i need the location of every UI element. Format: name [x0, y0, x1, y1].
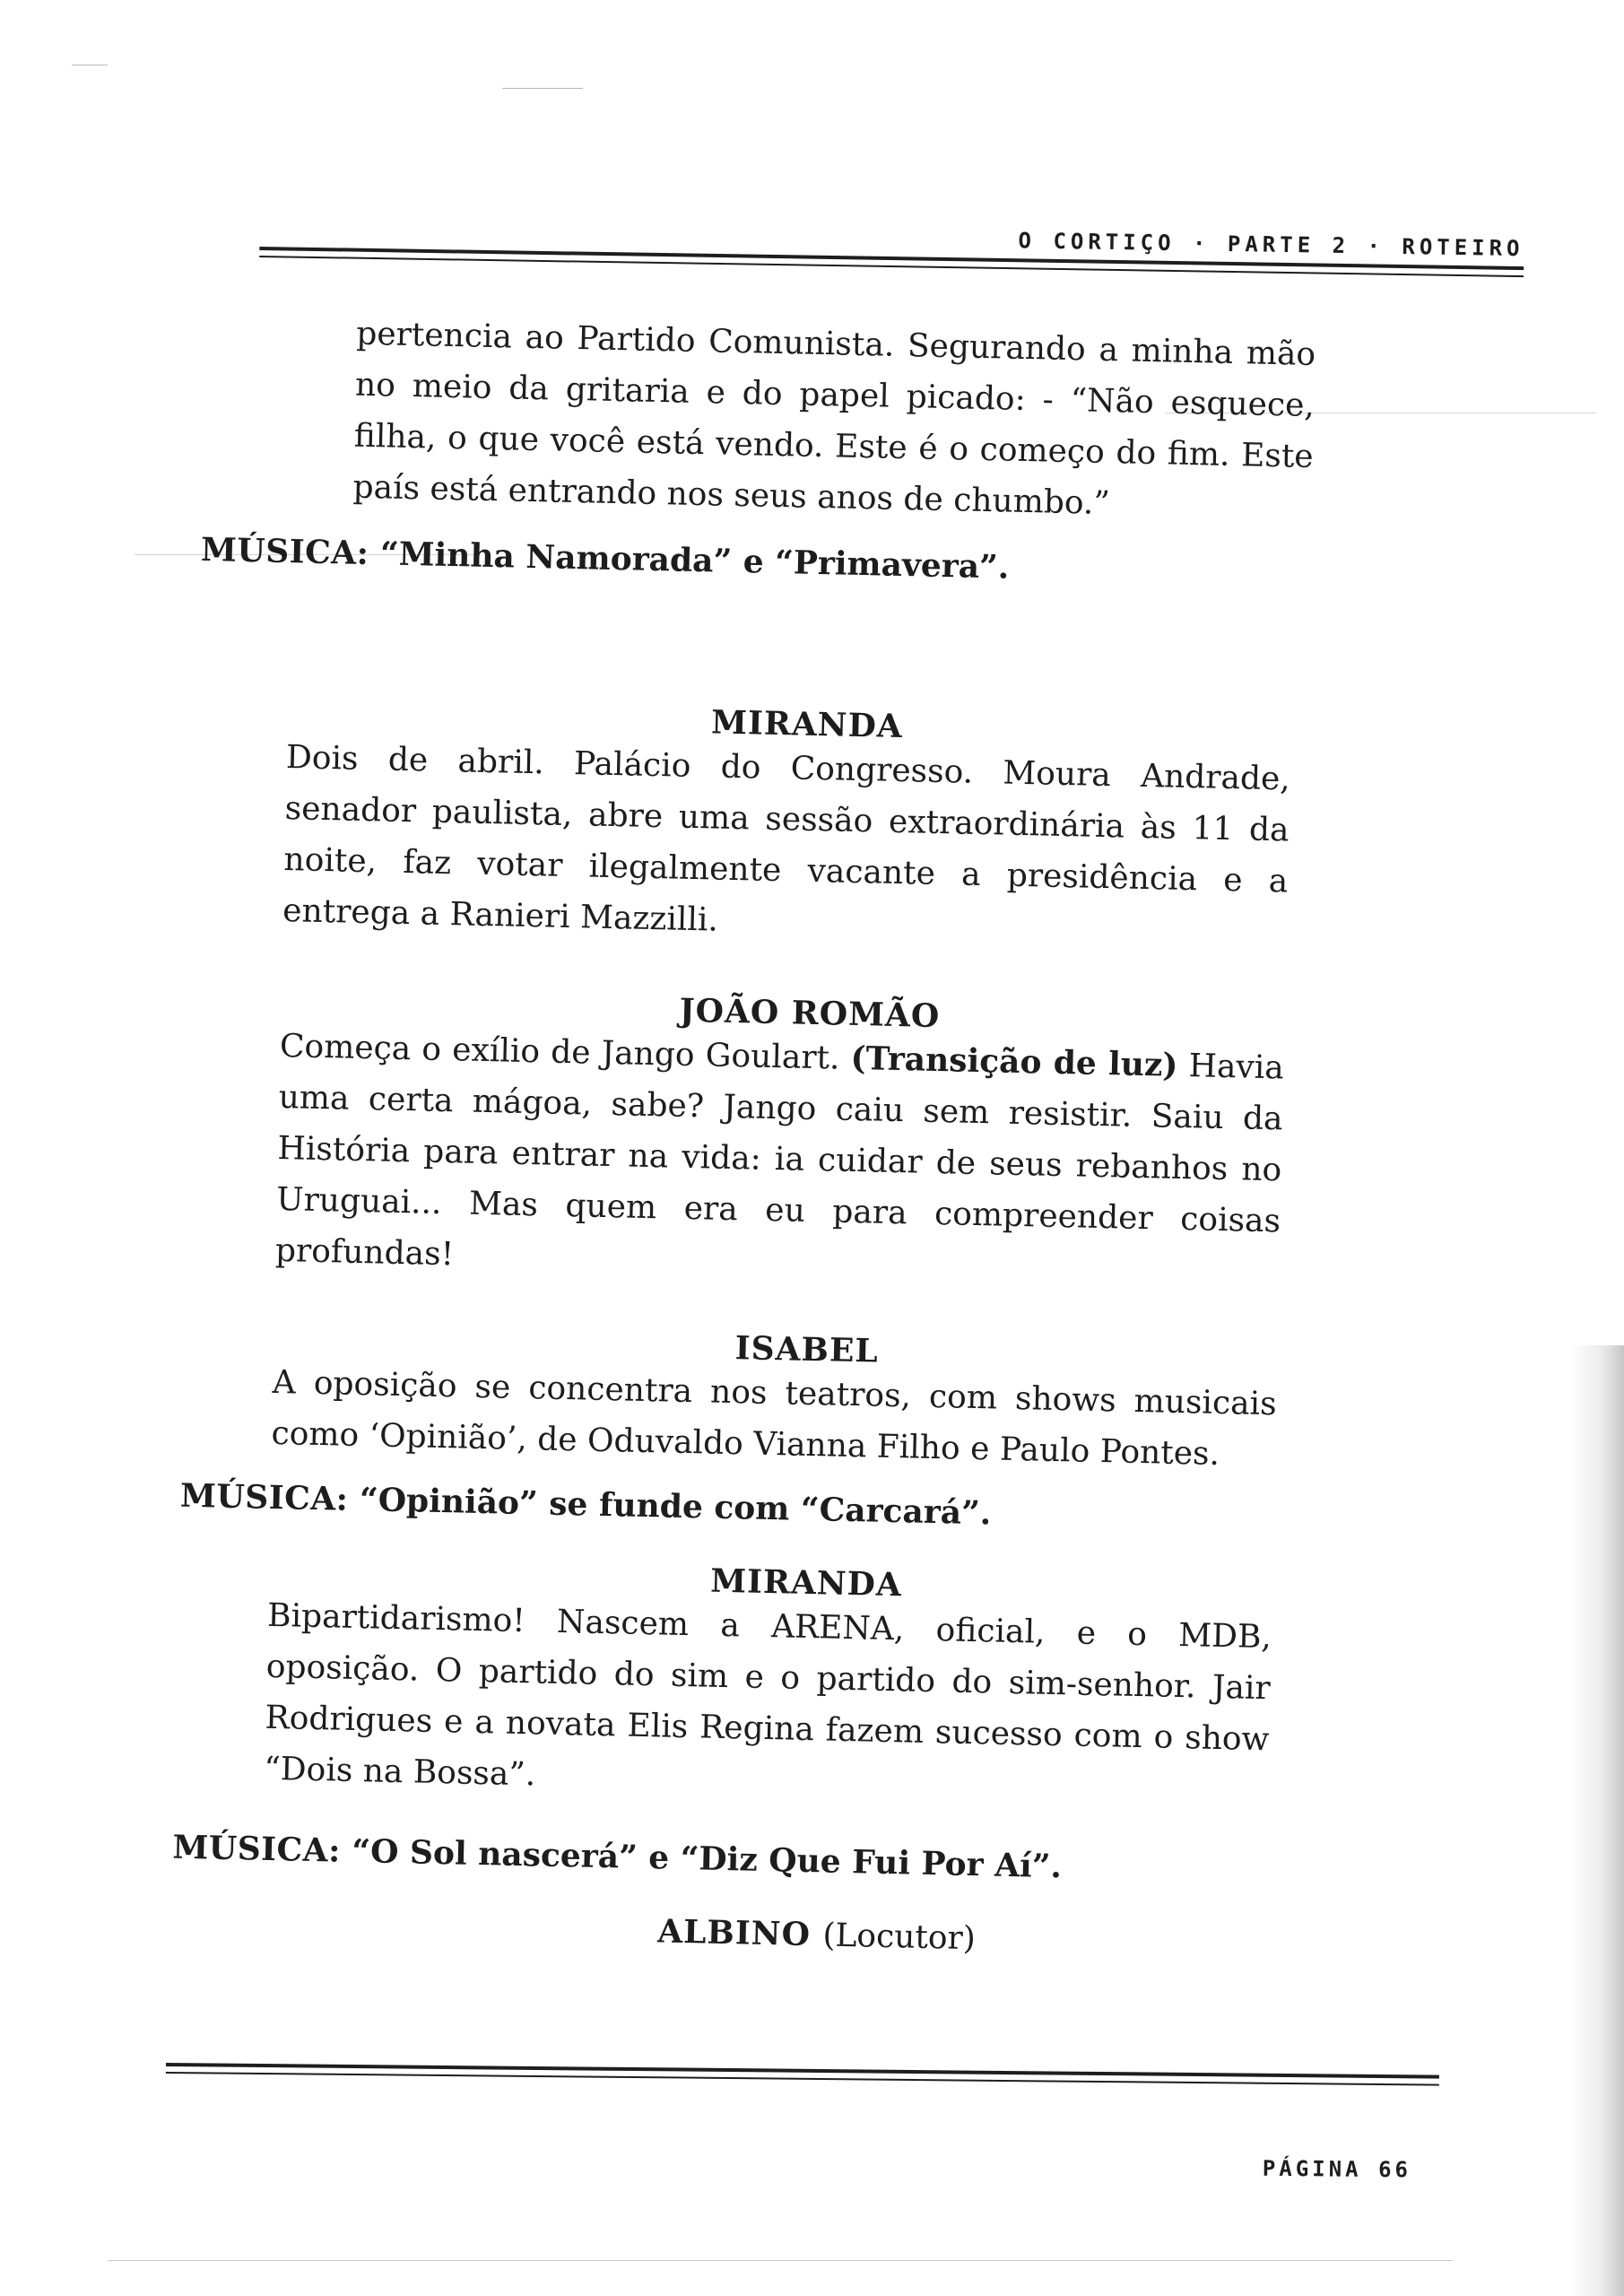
- dialogue-text: A oposição se concentra nos teatros, com shows musicais como ‘Opinião’, de Oduvaldo Vianna Filho e Paulo Pontes.: [271, 1363, 1277, 1473]
- dialogue-text: [274, 1021, 1284, 1298]
- music-cue: [172, 1829, 1285, 1891]
- speaker-name: JOÃO ROMÃO: [679, 991, 941, 1036]
- stage-direction: (Transição de luz): [850, 1039, 1178, 1084]
- page-footer: [165, 2063, 1439, 2201]
- running-head: O CORTIÇO · PARTE 2 · ROTEIRO: [1018, 228, 1524, 262]
- music-cue-label: MÚSICA:: [172, 1828, 342, 1870]
- speaker-name: MIRANDA: [710, 703, 904, 746]
- music-cue-text: “O Sol nascerá” e “Diz Que Fui Por Aí”.: [351, 1831, 1063, 1886]
- dialogue-text-part: Começa o exílio de Jango Goulart.: [279, 1027, 840, 1077]
- music-cue: [180, 1477, 1293, 1539]
- speaker-line: [170, 1902, 1283, 1964]
- music-cue-label: MÚSICA:: [200, 530, 369, 573]
- dialogue-continuation: pertencia ao Partido Comunista. Segurando a minha mão no meio da gritaria e do papel picado: - “Não esquece, filha, o que você está vendo. Este é o começo do fim. Este país está entrando nos seus anos de chumbo.”: [352, 315, 1316, 523]
- dialogue-text-part: Havia uma certa mágoa, sabe? Jango caiu sem resistir. Saiu da História para entrar na vida: ia cuidar de seus rebanhos no Uruguai... Mas quem era eu para compreender coisas profundas!: [274, 1048, 1285, 1274]
- footer-rule-thick: [166, 2063, 1439, 2079]
- speaker-name: ISABEL: [734, 1329, 880, 1370]
- speaker-name: MIRANDA: [709, 1561, 903, 1605]
- dialogue-text: Dois de abril. Palácio do Congresso. Moura Andrade, senador paulista, abre uma sessão extraordinária às 11 da noite, faz votar ilegalmente vacante a presidência e a entrega a Ranieri Mazzilli.: [282, 739, 1291, 939]
- scan-edge-shadow: [1570, 1345, 1624, 2296]
- music-cue-text: “Opinião” se funde com “Carcará”.: [359, 1481, 992, 1533]
- script-body: [170, 305, 1317, 1964]
- speaker-note: (Locutor): [822, 1917, 977, 1958]
- speaker-name: ALBINO: [656, 1912, 812, 1954]
- music-cue-label: MÚSICA:: [179, 1476, 349, 1518]
- music-cue: [201, 531, 1314, 593]
- page-number: PÁGINA 66: [1262, 2155, 1412, 2183]
- music-cue-text: “Minha Namorada” e “Primavera”.: [379, 535, 1010, 587]
- dialogue-text: Bipartidarismo! Nascem a ARENA, oficial, e o MDB, oposição. O partido do sim e o partido do sim-senhor. Jair Rodrigues e a novata Elis Regina fazem sucesso com o show “Dois na Bossa”.: [263, 1596, 1272, 1794]
